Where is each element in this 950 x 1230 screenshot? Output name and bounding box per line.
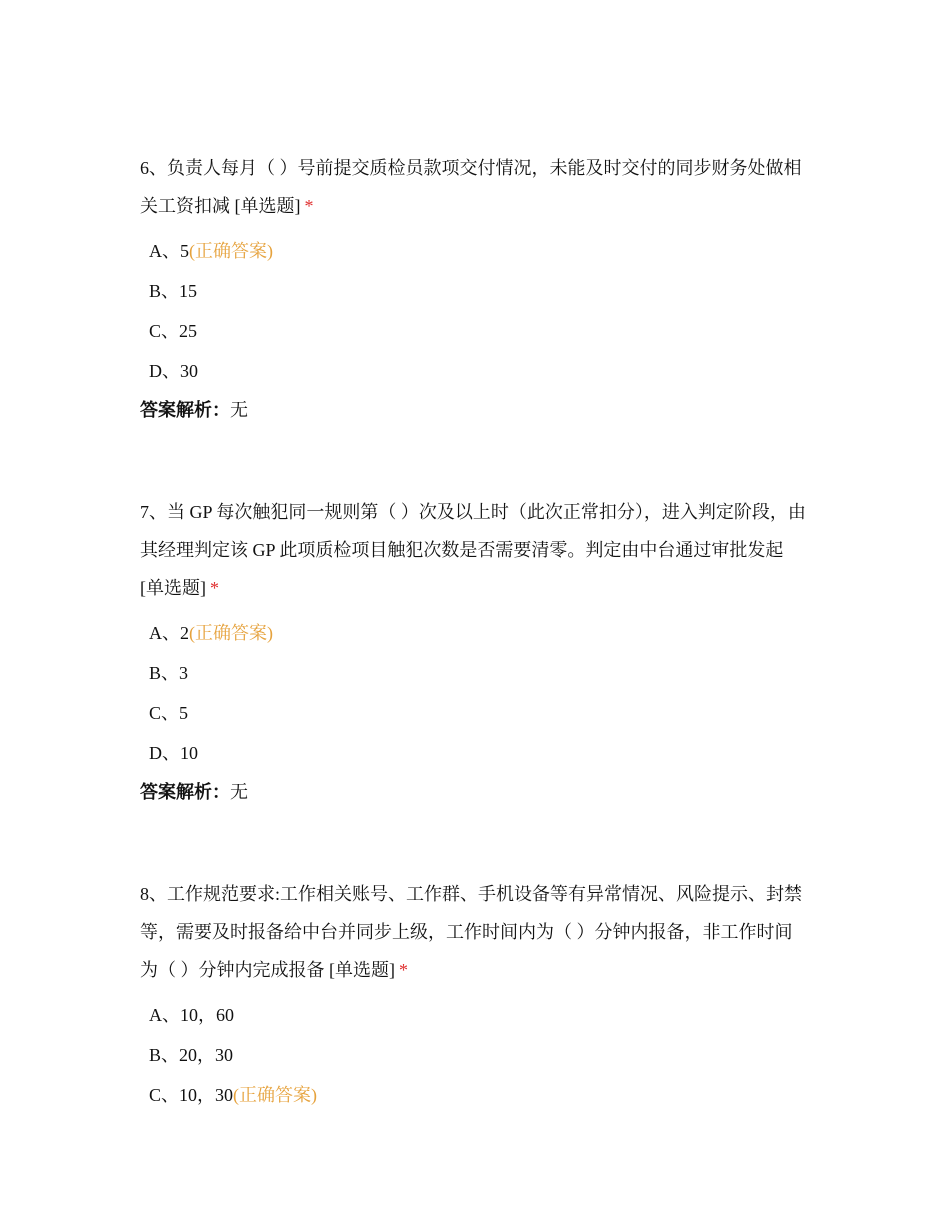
option-c[interactable]: C、25 (149, 321, 198, 341)
option-d[interactable]: D、30 (149, 361, 198, 381)
correct-answer-tag: (正确答案) (189, 623, 273, 643)
option-b[interactable]: B、3 (149, 663, 189, 683)
analysis-label: 答案解析： (140, 400, 230, 420)
correct-answer-tag: (正确答案) (189, 241, 273, 261)
option-list (140, 613, 810, 773)
option-a[interactable]: A、5(正确答案) (149, 241, 273, 261)
required-mark: * (304, 196, 314, 216)
question-7 (140, 493, 810, 811)
option-a[interactable]: A、10，60 (149, 1005, 234, 1025)
question-stem: 6、负责人每月（ ）号前提交质检员款项交付情况，未能及时交付的同步财务处做相关工资扣减 [单选题] * (140, 158, 802, 216)
analysis-label: 答案解析： (140, 782, 230, 802)
option-c[interactable]: C、5 (149, 703, 189, 723)
question-6 (140, 149, 810, 429)
answer-analysis (140, 391, 810, 429)
option-b[interactable]: B、15 (149, 281, 198, 301)
option-a[interactable]: A、2(正确答案) (149, 623, 273, 643)
option-b[interactable]: B、20，30 (149, 1045, 234, 1065)
required-mark: * (210, 578, 219, 598)
correct-answer-tag: (正确答案) (233, 1085, 318, 1105)
answer-analysis (140, 773, 810, 811)
analysis-value: 无 (230, 782, 248, 802)
question-8 (140, 875, 810, 1115)
question-stem: 8、工作规范要求:工作相关账号、工作群、手机设备等有异常情况、风险提示、封禁等，需要及时报备给中台并同步上级，工作时间内为（ ）分钟内报备，非工作时间为（ ）分钟内完成报备 [单选题] * (140, 884, 802, 980)
analysis-value: 无 (230, 400, 248, 420)
option-c[interactable]: C、10，30(正确答案) (149, 1085, 318, 1105)
option-list (140, 995, 810, 1115)
required-mark: * (399, 960, 408, 980)
question-stem: 7、当 GP 每次触犯同一规则第（ ）次及以上时（此次正常扣分），进入判定阶段，由其经理判定该 GP 此项质检项目触犯次数是否需要清零。判定由中台通过审批发起 [单选题] * (140, 502, 806, 598)
option-list (140, 231, 810, 391)
option-d[interactable]: D、10 (149, 743, 198, 763)
